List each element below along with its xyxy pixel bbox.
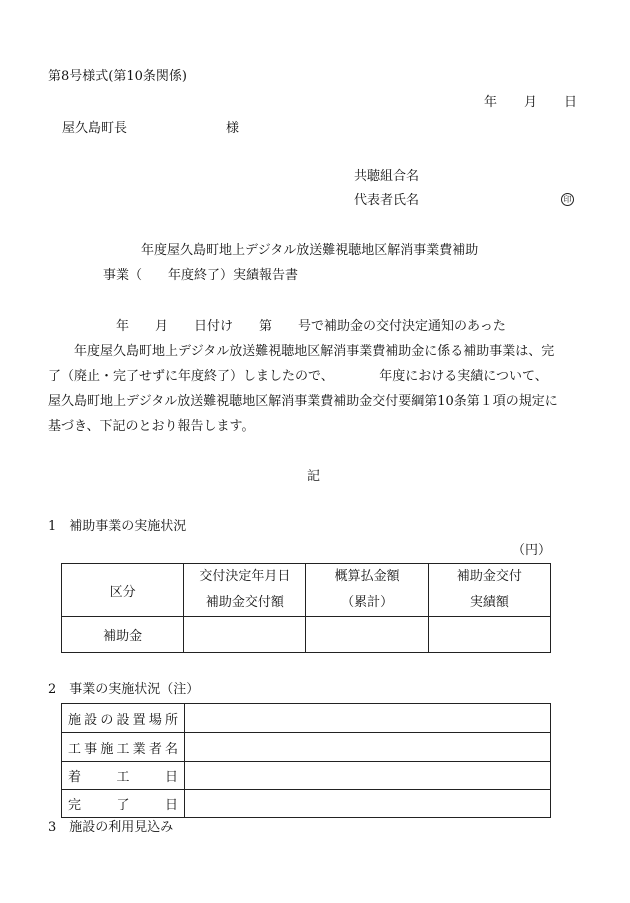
cell-location[interactable] — [185, 704, 551, 733]
subsidy-table — [61, 563, 551, 653]
col-header-decision-line1: 交付決定年月日 — [199, 569, 291, 584]
addressee-suffix: 様 — [226, 121, 240, 136]
seal-mark: 印 — [561, 193, 574, 206]
date-day: 日 — [564, 95, 578, 110]
union-name-label: 共聴組合名 — [354, 169, 420, 184]
date-year: 年 — [484, 95, 498, 110]
section2-heading: 2 事業の実施状況（注） — [48, 682, 200, 697]
row-label-completion-date: 完 了 日 — [62, 790, 185, 818]
row-label-location: 施設の設置場所 — [62, 704, 185, 733]
cell-completion-date[interactable] — [185, 790, 551, 818]
row-label-contractor: 工事施工業者名 — [62, 733, 185, 762]
addressee: 屋久島町長 — [62, 121, 128, 136]
representative-label: 代表者氏名 — [354, 193, 420, 208]
col-header-actual-line2: 実績額 — [469, 595, 509, 610]
ki-marker: 記 — [307, 469, 321, 484]
date-month: 月 — [524, 95, 538, 110]
col-header-advance-line2: （累計） — [341, 595, 394, 610]
body-line-4: 屋久島町地上デジタル放送難視聴地区解消事業費補助金交付要綱第10条第１項の規定に — [48, 394, 558, 409]
body-line-5: 基づき、下記のとおり報告します。 — [48, 419, 255, 434]
col-header-advance — [306, 564, 428, 617]
col-header-actual — [428, 564, 550, 617]
col-header-advance-line1: 概算払金額 — [334, 569, 400, 584]
row-label-subsidy: 補助金 — [62, 617, 184, 653]
body-line-2: 年度屋久島町地上デジタル放送難視聴地区解消事業費補助金に係る補助事業は、完 — [74, 344, 555, 359]
form-number: 第8号様式(第10条関係) — [48, 69, 187, 84]
section3-heading: 3 施設の利用見込み — [48, 820, 174, 835]
body-line-3: 了（廃止・完了せずに年度終了）しましたので、 年度における実績について、 — [48, 369, 548, 384]
unit-label: （円） — [512, 543, 552, 558]
cell-decision-amount[interactable] — [184, 617, 306, 653]
section1-heading: 1 補助事業の実施状況 — [48, 519, 187, 534]
cell-start-date[interactable] — [185, 762, 551, 790]
project-status-table — [61, 703, 551, 818]
col-header-decision — [184, 564, 306, 617]
cell-contractor[interactable] — [185, 733, 551, 762]
col-header-decision-line2: 補助金交付額 — [205, 595, 284, 610]
col-header-actual-line1: 補助金交付 — [456, 569, 522, 584]
body-line-1: 年 月 日付け 第 号で補助金の交付決定通知のあった — [116, 319, 506, 334]
cell-advance-amount[interactable] — [306, 617, 428, 653]
col-header-category: 区分 — [62, 564, 184, 617]
title-line-1: 年度屋久島町地上デジタル放送難視聴地区解消事業費補助 — [141, 243, 479, 258]
title-line-2: 事業（ 年度終了）実績報告書 — [103, 268, 299, 283]
row-label-start-date: 着 工 日 — [62, 762, 185, 790]
cell-actual-amount[interactable] — [428, 617, 550, 653]
